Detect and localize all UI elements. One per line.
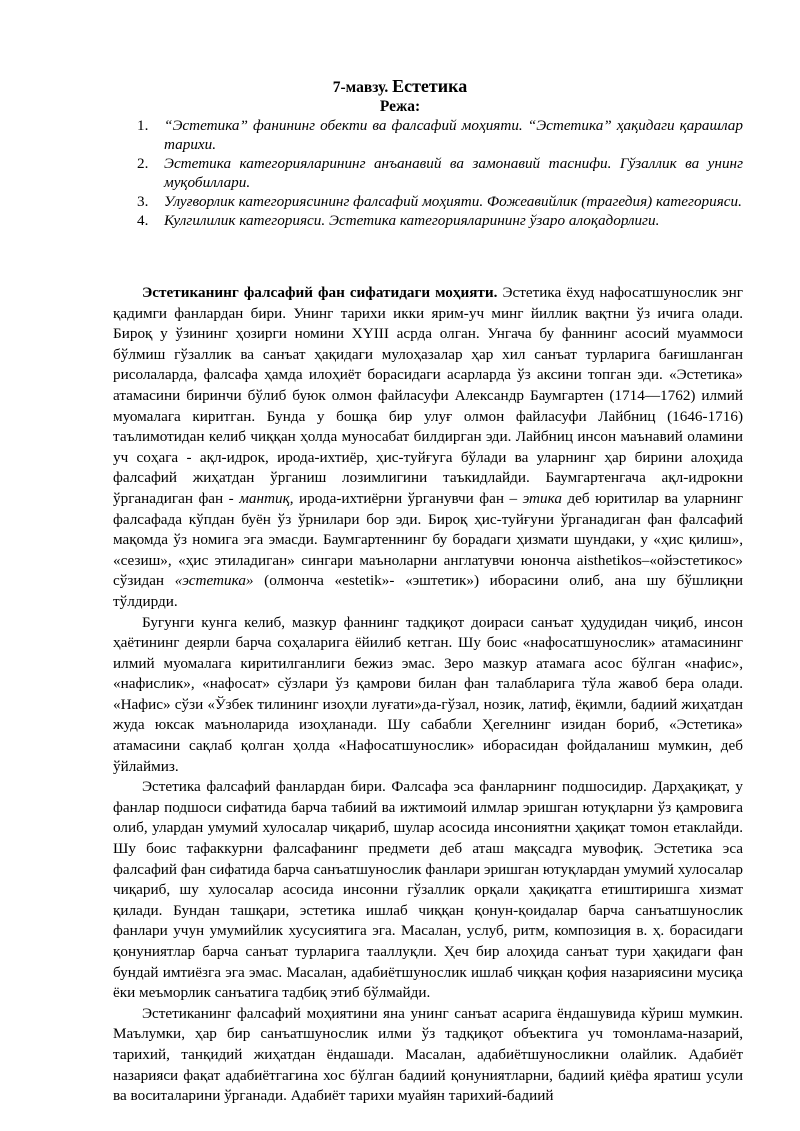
paragraph-4: Эстетиканинг фалсафий моҳиятини яна унинг санъат асарига ёндашувида кўриш мумкин. Маълумки, ҳар бир санъатшунослик илми ўз тадқиқот объектига уч томонлама-назарий, тарихий, танқидий жиҳатдан ёндашади. Масалан, адабиётшуносликни олайлик. Адабиёт назарияси фақат адабиётгагина хос бўлган бадиий қонуниятларни, бадиий қиёфа яратиш усули ва воситаларини ўрганади. Адабиёт тарихи муайян тарихий-бадиий bbox=[113, 1004, 743, 1105]
italic-term: «эстетика» bbox=[174, 572, 254, 590]
plan-item-text: “Эстетика” фанининг обекти ва фалсафий моҳияти. “Эстетика” ҳақидаги қарашлар тарихи. bbox=[164, 117, 743, 153]
plan-item-number: 4. bbox=[137, 212, 149, 229]
plan-item bbox=[137, 154, 743, 192]
plan-item bbox=[137, 211, 743, 230]
paragraph-3: Эстетика фалсафий фанлардан бири. Фалсафа эса фанларнинг подшосидир. Дарҳақиқат, у фанлар подшоси сифатида барча табиий ва ижтимоий илмлар эришган ютуқларни ўз қамровига олиб, улардан умумий хулосалар чиқариб, шулар асосида инсониятни ҳақиқат томон етаклайди. Шу боис тафаккурни фалсафанинг предмети деб аташ мақсадга мувофиқ. Эстетика эса фалсафий фан сифатида барча санъатшунослик фанлари эришган ютуқлардан умумий хулосалар чиқариб, шу хулосалар асосида инсонни гўзаллик орқали ҳақиқатга етиштиришга хизмат қилади. Бундан ташқари, эстетика ишлаб чиққан қонун-қоидалар барча санъатшунослик фанлари учун умумийлик хусусиятига эга. Масалан, услуб, ритм, композиция в. ҳ. борасидаги қонуниятлар барча санъат турларига тааллуқли. Ҳеч бир алоҳида санъат тури ҳақидаги фан бундай имтиёзга эга эмас. Масалан, адабиётшунослик ишлаб чиққан қофия назариясини мусиқа ёки меъморлик санъатига тадбиқ этиб бўлмайди. bbox=[113, 778, 743, 1002]
plan-item-number: 2. bbox=[137, 155, 149, 172]
plan-heading: Режа: bbox=[379, 98, 421, 115]
plan-item-text: Кулгилилик категорияси. Эстетика категорияларининг ўзаро алоқадорлиги. bbox=[164, 212, 660, 229]
paragraph-text: деб юритилар ва уларнинг фалсафада кўпдан буён ўз ўрнилари бор эди. Бироқ ҳис-туйғуни ўрганадиган фан фалсафий мақомда ўз номига эга эмасди. Баумгартеннинг бу борадаги ҳизмати шундаки, у «ҳис қилиш», «сезиш», «ҳис этиладиган» сингари маъноларни англатувчи юнонча aisthetikos–«ойэстетикос» сўзидан bbox=[113, 489, 743, 590]
plan-item-number: 1. bbox=[137, 117, 149, 134]
plan-item-number: 3. bbox=[137, 193, 149, 210]
italic-term: мантиқ bbox=[239, 489, 290, 507]
plan-item bbox=[137, 192, 743, 211]
paragraph-2: Бугунги кунга келиб, мазкур фаннинг тадқиқот доираси санъат ҳудудидан чиқиб, инсон ҳаётининг деярли барча соҳаларига ёйилиб кетган. Шу боис «нафосатшунослик» атамасининг илмий муомалага киритилганлиги бежиз эмас. Зеро мазкур атамага асос бўлган «нафис», «нафислик», «нафосат» сўзлари ўз қамрови билан фан талабларига тўла жавоб бера олади. «Нафис» сўзи «Ўзбек тилининг изоҳли луғати»да-гўзал, нозик, латиф, ёқимли, бадиий жиҳатдан жуда юксак маъноларида изоҳланади. Шу сабабли Ҳегелнинг изидан бориб, «Эстетика» атамасини сақлаб қолган ҳолда «Нафосатшунослик» иборасидан фойдаланиш мумкин, деб ўйлаймиз. bbox=[113, 613, 743, 775]
page-title bbox=[0, 76, 800, 98]
body-text bbox=[113, 283, 743, 1107]
paragraph-text: (олмонча «estetik»- «эштетик») иборасини олиб, ана шу бўшлиқни тўлдирди. bbox=[113, 572, 743, 610]
plan-list bbox=[137, 116, 743, 230]
paragraph-text: Эстетика ёхуд нафосатшунослик энг қадимги фанлардан бири. Унинг тарихи икки ярим-уч минг йиллик вақтни ўз ичига олади. Бироқ у ўзининг ҳозирги номини XYIII асрда олган. Унгача бу фаннинг асосий муаммоси бўлмиш гўзаллик ва санъат ҳақидаги мулоҳазалар ҳар хил санъат турларига бағишланган рисолаларда, фалсафа ҳамда илоҳиёт борасидаги асарларда ўз аксини топган эди. «Эстетика» атамасини биринчи бўлиб буюк олмон файласуфи Александр Баумгартен (1714—1762) илмий муомалага киритган. Бунда у бошқа бир улуғ олмон файласуфи Лайбниц (1646-1716) таълимотидан келиб чиққан ҳолда муносабат билдирган эди. Лайбниц инсон маънавий оламини уч соҳага - ақл-идрок, ирода-ихтиёр, ҳис-туйғуга бўлади ва уларнинг ҳар бирини алоҳида фалсафий жиҳатдан ўрганиш лозимлигини таъкидлайди. Баумгартенгача ақл-идрокни ўрганадиган фан - bbox=[113, 284, 744, 507]
title-main: Естетика bbox=[392, 76, 468, 96]
plan-item bbox=[137, 116, 743, 154]
title-prefix: 7-мавзу. bbox=[332, 79, 389, 96]
paragraph-lead: Эстетиканинг фалсафий фан сифатидаги моҳияти. bbox=[142, 284, 498, 301]
plan-item-text: Улуғворлик категориясининг фалсафий моҳияти. Фожеавийлик (трагедия) категорияси. bbox=[164, 193, 742, 210]
plan-item-text: Эстетика категорияларининг анъанавий ва замонавий таснифи. Гўзаллик ва унинг муқобиллари. bbox=[164, 155, 743, 191]
paragraph-1 bbox=[113, 283, 743, 613]
paragraph-text: , ирода-ихтиёрни ўрганувчи фан – bbox=[289, 489, 523, 507]
italic-term: этика bbox=[522, 489, 562, 507]
